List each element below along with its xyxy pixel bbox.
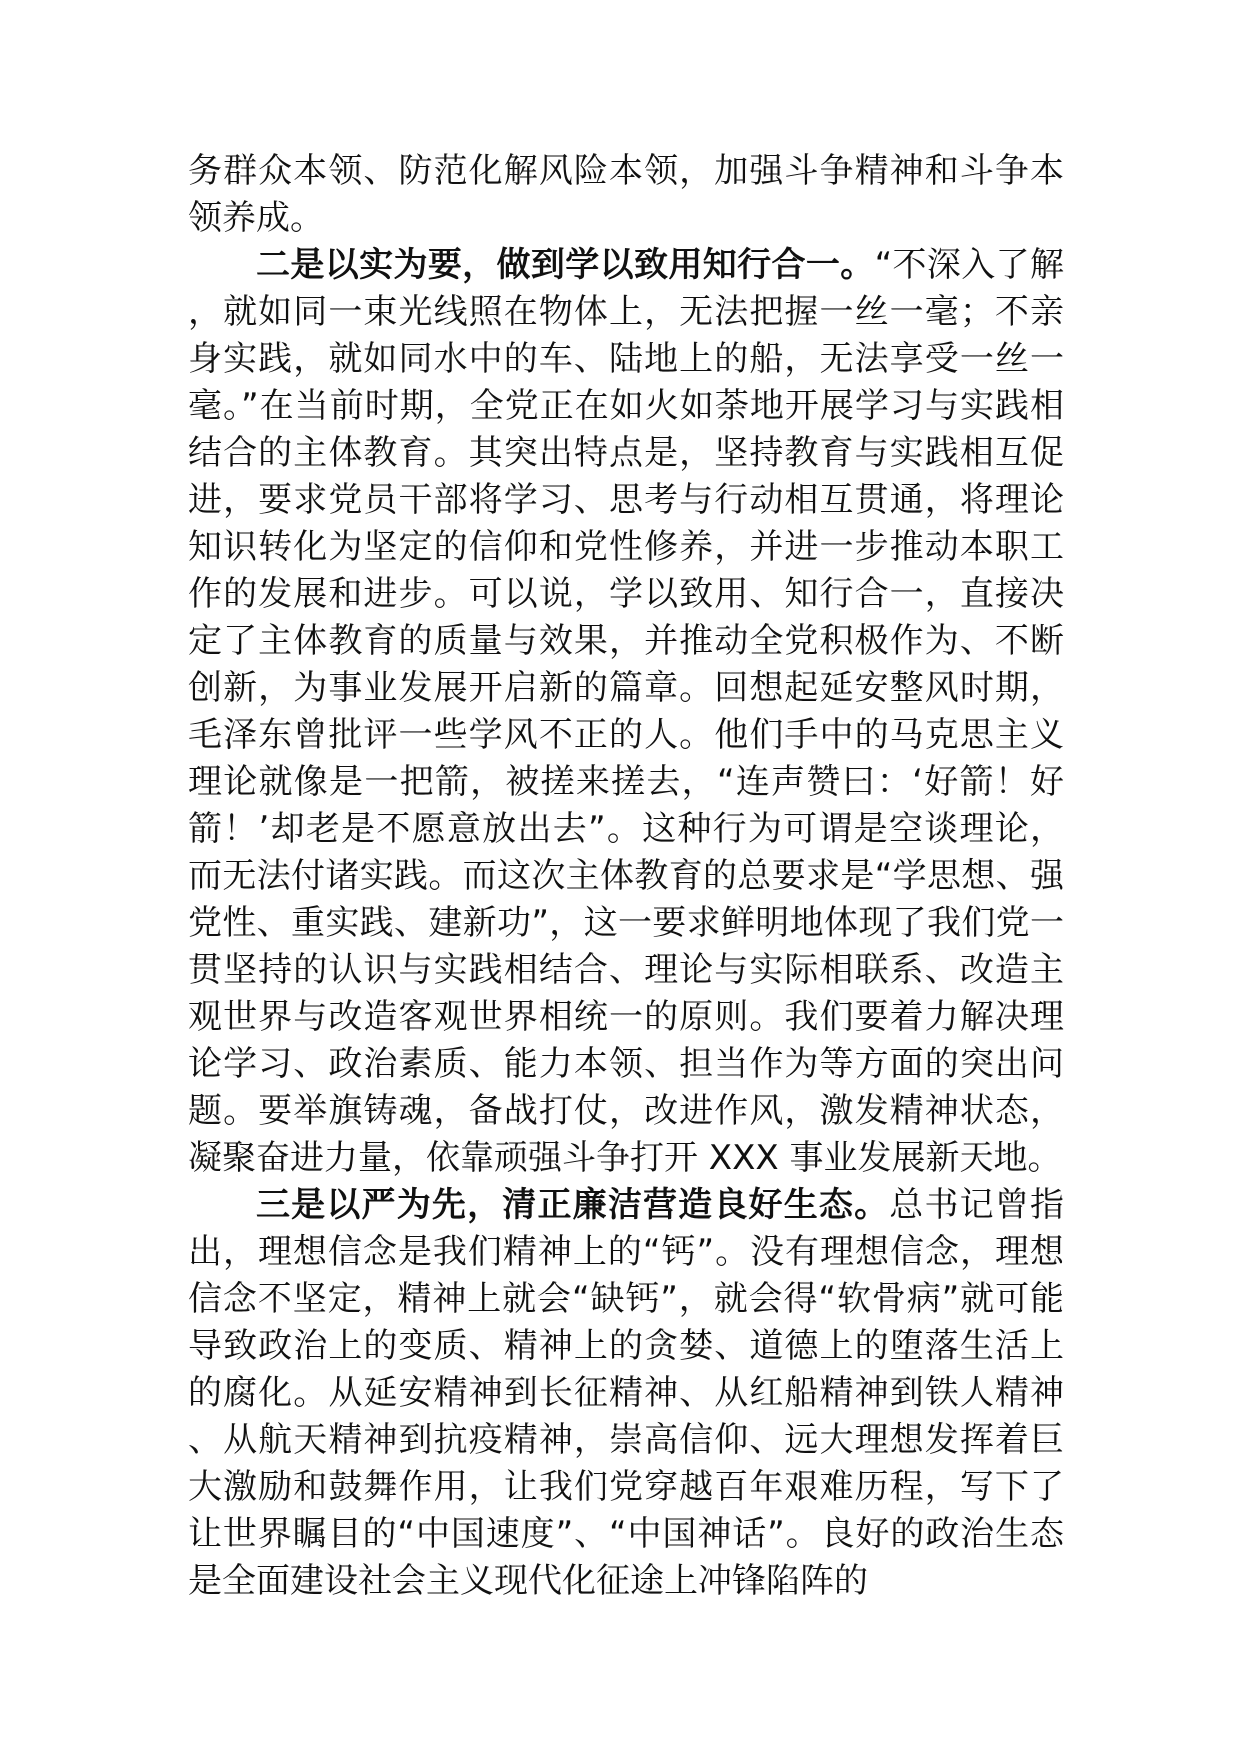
paragraph-point-two <box>188 242 1064 1182</box>
paragraph-lead-heading: 三是以严为先，清正廉洁营造良好生态。 <box>256 1185 890 1225</box>
paragraph-continuation <box>188 148 1064 242</box>
paragraph-text: “不深入了解，就如同一束光线照在物体上，无法把握一丝一毫；不亲身实践，就如同水中的车、陆地上的船，无法享受一丝一毫。”在当前时期，全党正在如火如荼地开展学习与实践相结合的主体教育。其突出特点是，坚持教育与实践相互促进，要求党员干部将学习、思考与行动相互贯通，将理论知识转化为坚定的信仰和党性修养，并进一步推动本职工作的发展和进步。可以说，学以致用、知行合一，直接决定了主体教育的质量与效果，并推动全党积极作为、不断创新，为事业发展开启新的篇章。回想起延安整风时期，毛泽东曾批评一些学风不正的人。他们手中的马克思主义理论就像是一把箭，被搓来搓去，“连声赞曰：‘好箭！好箭！’却老是不愿意放出去”。这种行为可谓是空谈理论，而无法付诸实践。而这次主体教育的总要求是“学思想、强党性、重实践、建新功”，这一要求鲜明地体现了我们党一贯坚持的认识与实践相结合、理论与实际相联系、改造主观世界与改造客观世界相统一的原则。我们要着力解决理论学习、政治素质、能力本领、担当作为等方面的突出问题。要举旗铸魂，备战打仗，改进作风，激发精神状态，凝聚奋进力量，依靠顽强斗争打开 XXX 事业发展新天地。 <box>188 245 1064 1178</box>
paragraph-point-three <box>188 1182 1064 1605</box>
paragraph-text: 总书记曾指出，理想信念是我们精神上的“钙”。没有理想信念，理想信念不坚定，精神上就会“缺钙”，就会得“软骨病”就可能导致政治上的变质、精神上的贪婪、道德上的堕落生活上的腐化。从延安精神到长征精神、从红船精神到铁人精神、从航天精神到抗疫精神，崇高信仰、远大理想发挥着巨大激励和鼓舞作用，让我们党穿越百年艰难历程，写下了让世界瞩目的“中国速度”、“中国神话”。良好的政治生态是全面建设社会主义现代化征途上冲锋陷阵的 <box>188 1185 1065 1601</box>
paragraph-text: 务群众本领、防范化解风险本领，加强斗争精神和斗争本领养成。 <box>188 151 1064 238</box>
document-body <box>188 148 1064 1605</box>
paragraph-lead-heading: 二是以实为要，做到学以致用知行合一。 <box>256 245 875 285</box>
